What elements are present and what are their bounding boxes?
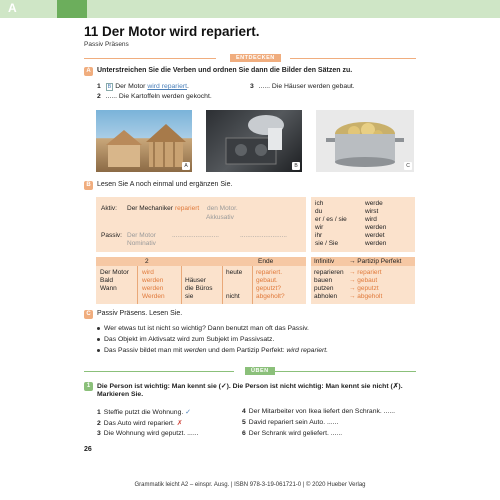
c-bullet: Wer etwas tut ist nicht so wichtig? Dann benutzt man oft das Passiv. bbox=[97, 325, 309, 332]
page-title: 11 Der Motor wird repariert. bbox=[84, 24, 260, 39]
row4-c5: abgeholt? bbox=[256, 293, 285, 300]
aktiv-subject: Der Mechaniker bbox=[127, 205, 173, 212]
sentence-table-head-2: 2 bbox=[145, 258, 149, 265]
page-subtitle: Passiv Präsens bbox=[84, 41, 129, 48]
chapter-tab bbox=[57, 0, 87, 18]
sentence-table-header bbox=[96, 257, 306, 266]
row2-c5: gebaut. bbox=[256, 277, 278, 284]
passiv-blank-2: .......................... bbox=[240, 232, 287, 239]
conj-form: werden bbox=[365, 224, 387, 231]
c-bullet: Das Objekt im Aktivsatz wird zum Subjekt im Passivsatz. bbox=[97, 336, 274, 343]
exercise-1-item: 2 Das Auto wird repariert. ✗ bbox=[97, 420, 183, 427]
row1-c1: Der Motor bbox=[100, 269, 129, 276]
partizip-item: → repariert bbox=[349, 269, 382, 276]
band-entdecken: ENTDECKEN bbox=[230, 54, 281, 62]
infinitiv-item: abholen bbox=[314, 293, 338, 300]
conj-pronoun: sie / Sie bbox=[315, 240, 339, 247]
row4-c3: sie bbox=[185, 293, 194, 300]
conj-form: wird bbox=[365, 216, 377, 223]
band-line-left bbox=[84, 371, 234, 372]
table-divider bbox=[222, 266, 223, 304]
conj-form: werdet bbox=[365, 232, 385, 239]
a-item-1-answer: B bbox=[107, 84, 112, 90]
footer-text: Grammatik leicht A2 – einspr. Ausg. | ISBN 978-3-19-061721-0 | © 2020 Hueber Verlag bbox=[134, 482, 366, 488]
table-divider bbox=[181, 266, 182, 304]
infinitiv-label: Infinitiv bbox=[314, 258, 335, 265]
row3-c2: werden bbox=[142, 285, 164, 292]
photo-tag-b: B bbox=[292, 162, 300, 170]
row2-c4: heute bbox=[226, 269, 243, 276]
partizip-item: → abgeholt bbox=[349, 293, 383, 300]
a-item-2: 2 ...... Die Kartoffeln werden gekocht. bbox=[97, 93, 212, 100]
conj-pronoun: er / es / sie bbox=[315, 216, 347, 223]
cross-icon: ✗ bbox=[176, 420, 183, 427]
row4-c4: nicht bbox=[226, 293, 240, 300]
aktiv-label: Aktiv: bbox=[101, 205, 117, 212]
passiv-blank-1: .......................... bbox=[172, 232, 219, 239]
photo-tag-c: C bbox=[404, 162, 412, 170]
row3-c5: geputzt? bbox=[256, 285, 281, 292]
photo-tag-a: A bbox=[182, 162, 190, 170]
band-line-right bbox=[275, 371, 416, 372]
houses-illustration bbox=[96, 110, 192, 172]
section-a-badge: A bbox=[84, 67, 93, 76]
conj-form: werden bbox=[365, 240, 387, 247]
partizip-label: → Partizip Perfekt bbox=[349, 258, 402, 265]
conj-pronoun: wir bbox=[315, 224, 324, 231]
photo-cooking-potatoes bbox=[316, 110, 414, 172]
infinitiv-item: reparieren bbox=[314, 269, 344, 276]
page-number: 26 bbox=[84, 446, 92, 453]
conj-pronoun: du bbox=[315, 208, 323, 215]
infinitiv-item: putzen bbox=[314, 285, 334, 292]
exercise-1-item: 6 Der Schrank wird geliefert. ...... bbox=[242, 430, 343, 437]
passiv-subject: Der Motor bbox=[127, 232, 156, 239]
partizip-item: → geputzt bbox=[349, 285, 379, 292]
pot-illustration bbox=[316, 110, 414, 172]
section-a-instruction: Unterstreichen Sie die Verben und ordnen Sie dann die Bilder den Sätzen zu. bbox=[97, 67, 353, 74]
a-item-3: 3 ...... Die Häuser werden gebaut. bbox=[250, 83, 355, 90]
infinitiv-item: bauen bbox=[314, 277, 333, 284]
section-b-instruction: Lesen Sie A noch einmal und ergänzen Sie. bbox=[97, 181, 233, 188]
photo-mechanic-engine bbox=[206, 110, 302, 172]
table-divider bbox=[252, 266, 253, 304]
exercise-1-badge: 1 bbox=[84, 382, 93, 391]
band-line-left bbox=[84, 58, 216, 59]
exercise-1-item: 3 Die Wohnung wird geputzt. ...... bbox=[97, 430, 199, 437]
band-ueben: ÜBEN bbox=[245, 367, 275, 375]
akkusativ-label: Akkusativ bbox=[206, 214, 234, 221]
aktiv-object: den Motor. bbox=[207, 205, 238, 212]
a-item-1: 1 B Der Motor wird repariert. bbox=[97, 83, 189, 90]
section-c-badge: C bbox=[84, 310, 93, 319]
conj-pronoun: ich bbox=[315, 200, 324, 207]
row1-c2: wird bbox=[142, 269, 154, 276]
table-divider bbox=[137, 266, 138, 304]
section-c-instruction: Passiv Präsens. Lesen Sie. bbox=[97, 310, 183, 317]
photo-construction-houses bbox=[96, 110, 192, 172]
nominativ-label: Nominativ bbox=[127, 240, 156, 247]
engine-illustration bbox=[206, 110, 302, 172]
exercise-1-item: 5 David repariert sein Auto. ...... bbox=[242, 419, 339, 426]
exercise-1-item: 4 Der Mitarbeiter von Ikea liefert den Schrank. ...... bbox=[242, 408, 395, 415]
row2-c1: Bald bbox=[100, 277, 114, 284]
chapter-letter: A bbox=[8, 1, 17, 15]
sentence-table-head-ende: Ende bbox=[258, 258, 274, 265]
row2-c3: Häuser bbox=[185, 277, 206, 284]
row2-c2: werden bbox=[142, 277, 164, 284]
partizip-item: → gebaut bbox=[349, 277, 378, 284]
row4-c2: Werden bbox=[142, 293, 165, 300]
exercise-1-instruction-2: Markieren Sie. bbox=[97, 391, 144, 398]
check-icon: ✓ bbox=[185, 409, 191, 416]
conj-form: wirst bbox=[365, 208, 379, 215]
exercise-1-instruction: Die Person ist wichtig: Man kennt sie (✓). Die Person ist nicht wichtig: Man kennt sie nicht (✗). bbox=[97, 383, 403, 390]
passiv-label: Passiv: bbox=[101, 232, 122, 239]
row3-c3: die Büros bbox=[185, 285, 213, 292]
section-b-badge: B bbox=[84, 181, 93, 190]
band-line-right bbox=[290, 58, 416, 59]
aktiv-verb: repariert bbox=[175, 205, 200, 212]
exercise-1-item: 1 Steffie putzt die Wohnung. ✓ bbox=[97, 409, 191, 416]
conj-form: werde bbox=[365, 200, 383, 207]
c-bullet: Das Passiv bildet man mit werden und dem Partizip Perfekt: wird repariert. bbox=[97, 347, 328, 354]
conj-pronoun: ihr bbox=[315, 232, 323, 239]
row1-c5: repariert. bbox=[256, 269, 283, 276]
row3-c1: Wann bbox=[100, 285, 117, 292]
